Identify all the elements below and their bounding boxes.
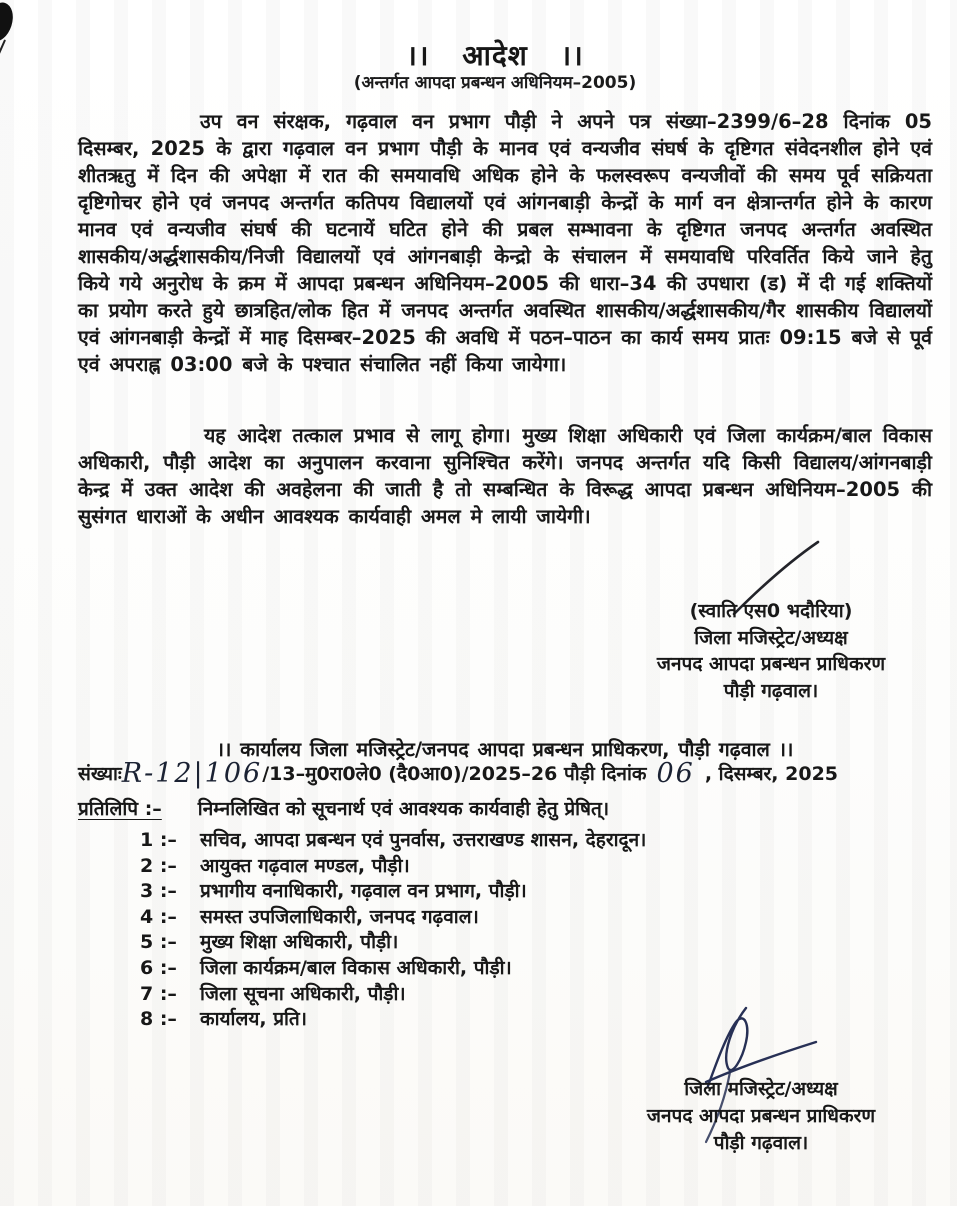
ref-printed-mid: /13–मु0रा0ले0 (दै0आ0)/2025–26 पौड़ी दिनांक xyxy=(262,763,647,785)
order-paragraph-2: यह आदेश तत्काल प्रभाव से लागू होगा। मुख्य शिक्षा अधिकारी एवं जिला कार्यक्रम/बाल विकास अधिकारी, पौड़ी आदेश का अनुपालन करवाना सुनिश्चित करेंगे। जनपद अन्तर्गत यदि किसी विद्यालय/आंगनबाड़ी केन्द्र में उक्त आदेश की अवहेलना की जाती है तो सम्बन्धित के विरूद्ध आपदा प्रबन्धन अधिनियम–2005 की सुसंगत धाराओं के अधीन आवश्यक कार्यवाही अमल मे लायी जायेगी। xyxy=(78,424,932,528)
signatory-authority: जनपद आपदा प्रबन्धन प्राधिकरण xyxy=(646,1105,876,1127)
copy-to-line xyxy=(78,795,938,821)
recipient-list xyxy=(140,826,840,1031)
recipient-text: समस्त उपजिलाधिकारी, जनपद गढ़वाल। xyxy=(200,905,479,928)
recipient-text: मुख्य शिक्षा अधिकारी, पौड़ी। xyxy=(200,931,399,954)
ref-date-tail: , दिसम्बर, 2025 xyxy=(704,763,839,785)
recipient-number: 6 :– xyxy=(140,956,177,979)
signatory-block-top xyxy=(610,598,932,704)
recipient-text: कार्यालय, प्रति। xyxy=(200,1008,307,1031)
recipient-text: सचिव, आपदा प्रबन्धन एवं पुनर्वास, उत्तराखण्ड शासन, देहरादून। xyxy=(200,829,647,851)
office-heading: ।। कार्यालय जिला मजिस्ट्रेट/जनपद आपदा प्रबन्धन प्राधिकरण, पौड़ी गढ़वाल ।। xyxy=(216,738,794,761)
copy-label: प्रतिलिपि :– xyxy=(78,798,162,820)
list-item xyxy=(140,954,840,980)
recipient-number: 3 :– xyxy=(140,880,177,903)
recipient-text: जिला कार्यक्रम/बाल विकास अधिकारी, पौड़ी। xyxy=(200,956,512,979)
list-item xyxy=(140,928,840,954)
signatory-name: (स्वाति एस0 भदौरिया) xyxy=(689,600,853,622)
signatory-place: पौड़ी गढ़वाल। xyxy=(723,679,819,702)
signatory-block-bottom xyxy=(596,1076,926,1157)
signatory-authority: जनपद आपदा प्रबन्धन प्राधिकरण xyxy=(656,653,886,675)
signatory-designation: जिला मजिस्ट्रेट/अध्यक्ष xyxy=(684,1078,838,1100)
recipient-number: 2 :– xyxy=(140,854,177,877)
ref-handwritten-number: R-12|106 xyxy=(121,758,263,789)
signatory-place: पौड़ी गढ़वाल। xyxy=(713,1132,809,1154)
list-item xyxy=(140,852,840,878)
document-title: ।। आदेश ।। xyxy=(406,39,584,72)
recipient-text: प्रभागीय वनाधिकारी, गढ़वाल वन प्रभाग, पौड़ी। xyxy=(200,880,527,903)
recipient-number: 5 :– xyxy=(140,931,177,954)
document-subtitle: (अन्तर्गत आपदा प्रबन्धन अधिनियम–2005) xyxy=(353,73,637,93)
recipient-number: 7 :– xyxy=(140,982,177,1005)
signatory-designation: जिला मजिस्ट्रेट/अध्यक्ष xyxy=(694,626,848,649)
ref-label: संख्याः xyxy=(78,763,122,785)
ref-handwritten-day: 06 xyxy=(656,758,695,789)
recipient-number: 8 :– xyxy=(140,1008,177,1031)
copy-intro: निम्नलिखित को सूचनार्थ एवं आवश्यक कार्यवाही हेतु प्रेषित्। xyxy=(197,798,610,820)
list-item xyxy=(140,877,840,903)
recipient-text: जिला सूचना अधिकारी, पौड़ी। xyxy=(200,982,406,1005)
order-paragraph-1: उप वन संरक्षक, गढ़वाल वन प्रभाग पौड़ी ने अपने पत्र संख्या–2399/6–28 दिनांक 05 दिसम्बर, 2025 के द्वारा गढ़वाल वन प्रभाग पौड़ी के मानव एवं वन्यजीव संघर्ष के दृष्टिगत संवेदनशील होने एवं शीतऋतु में दिन की अपेक्षा में रात की समयावधि अधिक होने के फलस्वरूप वन्यजीवों की समय पूर्व सक्रियता दृष्टिगोचर होने एवं जनपद अन्तर्गत कतिपय विद्यालयों एवं आंगनबाड़ी केन्द्रों के मार्ग वन क्षेत्रान्तर्गत होने के कारण मानव एवं वन्यजीव संघर्ष की घटनायें घटित होने की प्रबल सम्भावना के दृष्टिगत जनपद अन्तर्गत अवस्थित शासकीय/अर्द्धशासकीय/निजी विद्यालयों एवं आंगनबाड़ी केन्द्रो के संचालन में समयावधि परिवर्तित किये जाने हेतु किये गये अनुरोध के क्रम में आपदा प्रबन्धन अधिनियम–2005 की धारा–34 की उपधारा (ड) में दी गई शक्तियों का प्रयोग करते हुये छात्रहित/लोक हित में जनपद अन्तर्गत अवस्थित शासकीय/अर्द्धशासकीय/गैर शासकीय विद्यालयों एवं आंगनबाड़ी केन्द्रों में माह दिसम्बर–2025 की अवधि में पठन–पाठन का कार्य समय प्रातः 09:15 बजे से पूर्व एवं अपराह्न 03:00 बजे के पश्चात संचालित नहीं किया जायेगा। xyxy=(78,110,932,376)
list-item xyxy=(140,903,840,929)
list-item xyxy=(140,826,840,852)
recipient-number: 4 :– xyxy=(140,905,177,928)
recipient-text: आयुक्त गढ़वाल मण्डल, पौड़ी। xyxy=(200,854,410,877)
reference-number-line xyxy=(78,756,938,796)
recipient-number: 1 :– xyxy=(140,829,177,851)
